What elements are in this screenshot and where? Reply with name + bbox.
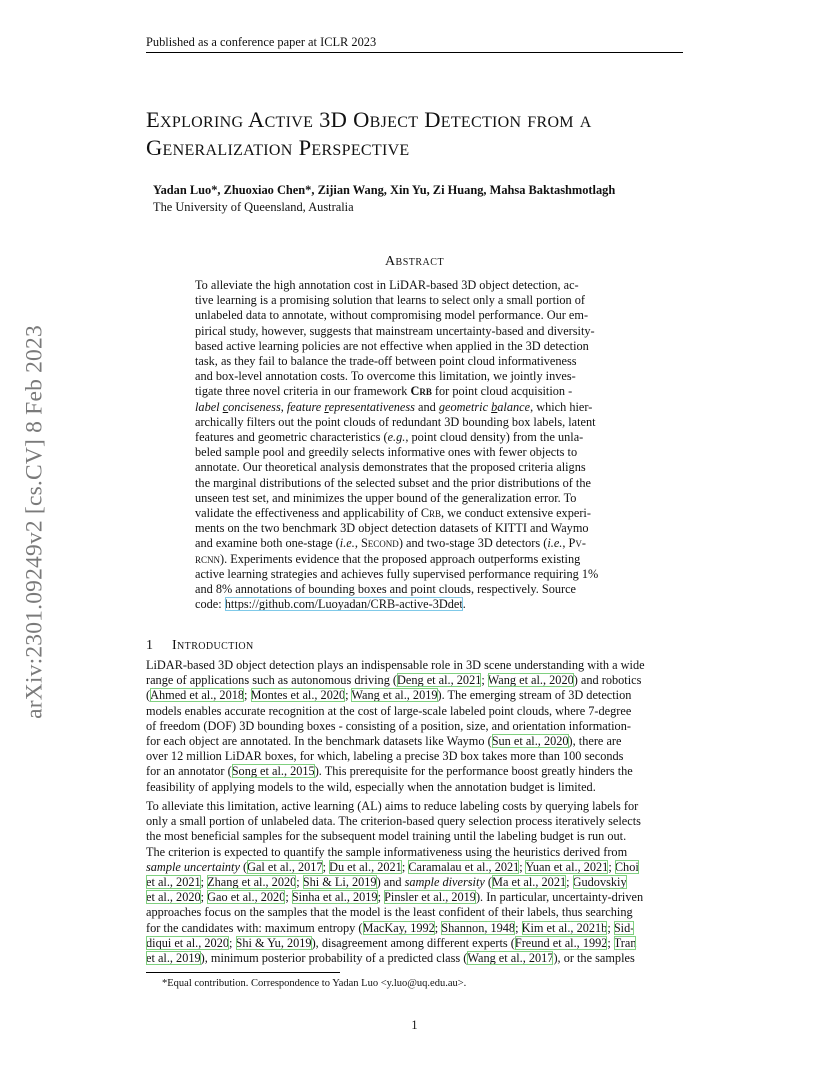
body-text-run: for the candidates with: maximum entropy ( <box>146 920 363 935</box>
citation-link[interactable]: Montes et al., 2020 <box>250 688 346 703</box>
emphasis-text: sample uncertainty <box>146 859 240 874</box>
body-line <box>146 688 683 703</box>
paper-title <box>146 106 706 162</box>
abstract-line: unlabeled data to annotate, without compromising model performance. Our em- <box>195 308 589 323</box>
body-text-run: ), or the samples <box>553 951 635 966</box>
body-text-run: of freedom (DOF) 3D bounding boxes - consisting of a position, size, and orientation information- <box>146 718 631 733</box>
body-line <box>146 875 683 890</box>
section-title: Introduction <box>172 638 254 653</box>
arxiv-id: arXiv:2301.09249v2 [cs.CV] 8 Feb 2023 <box>21 325 48 719</box>
abstract-line: features and geometric characteristics (e.g., point cloud density) from the unla- <box>195 430 584 445</box>
body-line <box>146 905 683 920</box>
abstract-line: tive learning is a promising solution that learns to select only a small portion of <box>195 293 586 308</box>
citation-link[interactable]: et al., 2021 <box>146 875 201 890</box>
arxiv-sidebar <box>20 292 50 752</box>
body-text-run: ) and <box>376 875 405 890</box>
body-text-run: ; <box>515 920 522 935</box>
body-line <box>146 658 683 673</box>
code-link[interactable]: https://github.com/Luoyadan/CRB-active-3Ddet <box>224 597 463 612</box>
citation-link[interactable]: diqui et al., 2020 <box>146 935 229 950</box>
body-text-run: range of applications such as autonomous driving ( <box>146 673 398 688</box>
abstract-line: ments on the two benchmark 3D object detection datasets of KITTI and Waymo <box>195 521 589 536</box>
body-text-run: ; <box>607 935 614 950</box>
body-text-run: ), there are <box>568 734 622 749</box>
body-text-run: ). This prerequisite for the performance boost greatly hinders the <box>314 764 633 779</box>
body-text-run: To alleviate this limitation, active learning (AL) aims to reduce labeling costs by querying labels for <box>146 799 639 813</box>
citation-link[interactable]: Freund et al., 1992 <box>514 935 608 950</box>
body-line <box>146 719 683 734</box>
body-text-run: over 12 million LiDAR boxes, for which, labeling a precise 3D box takes more than 100 seconds <box>146 749 624 764</box>
body-text-run: ; <box>566 875 573 890</box>
citation-link[interactable]: Sun et al., 2020 <box>491 734 569 749</box>
citation-link[interactable]: Pinsler et al., 2019 <box>384 890 476 905</box>
body-text-run: ; <box>229 935 236 950</box>
citation-link[interactable]: Wang et al., 2020 <box>487 673 574 688</box>
abstract-line: annotate. Our theoretical analysis demonstrates that the proposed criteria aligns <box>195 460 586 475</box>
abstract-line: archically filters out the point clouds of redundant 3D bounding box labels, latent <box>195 414 596 429</box>
body-text-run: ; <box>244 688 251 703</box>
body-text-run: ; <box>200 890 208 905</box>
body-text-run: ). The emerging stream of 3D detection <box>437 688 632 703</box>
section-heading <box>146 637 683 655</box>
body-text-run: ; <box>377 890 385 905</box>
citation-link[interactable]: Ahmed et al., 2018 <box>150 688 245 703</box>
abstract-line: unseen test set, and minimizes the upper bound of the generalization error. To <box>195 490 577 505</box>
body-line <box>146 704 683 719</box>
body-line <box>146 749 683 764</box>
body-text-run: ( <box>146 688 151 703</box>
footnote-rule <box>146 972 340 973</box>
abstract-line: pirical study, however, suggests that mainstream uncertainty-based and diversity- <box>195 323 595 338</box>
author-list: Yadan Luo*, Zhuoxiao Chen*, Zijian Wang, Xin Yu, Zi Huang, Mahsa Baktashmotlagh <box>153 183 616 197</box>
body-text-run: for each object are annotated. In the benchmark datasets like Waymo ( <box>146 734 492 749</box>
body-text-run: ; <box>200 875 208 890</box>
body-text-run: ; <box>608 859 615 874</box>
abstract-line: To alleviate the high annotation cost in LiDAR-based 3D object detection, ac- <box>195 278 579 292</box>
affiliation: The University of Queensland, Australia <box>153 200 354 214</box>
body-text-run: the most beneficial samples for the subsequent model training until the labeling budget is run out. <box>146 829 627 844</box>
body-text-run: ), disagreement among different experts ( <box>311 935 515 950</box>
body-line <box>146 780 683 795</box>
section-number: 1 <box>146 638 154 653</box>
title-line-2: Generalization Perspective <box>146 135 410 160</box>
body-line <box>146 845 683 860</box>
body-line <box>146 921 683 936</box>
body-text-run: ; <box>296 875 303 890</box>
body-text-run: ( <box>239 859 248 874</box>
code-prefix: code: <box>195 597 225 612</box>
body-text-run: ). In particular, uncertainty-driven <box>475 890 644 905</box>
abstract-line: validate the effectiveness and applicability of Crb, we conduct extensive experi- <box>195 506 591 521</box>
footnote: *Equal contribution. Correspondence to Yadan Luo <y.luo@uq.edu.au>. <box>162 978 467 989</box>
body-text-run: ; <box>607 920 614 935</box>
citation-link[interactable]: Shannon, 1948 <box>441 920 516 935</box>
body-text-run: feasibility of applying models to the wild, especially when the annotation budget is limited. <box>146 779 596 794</box>
citation-link[interactable]: MacKay, 1992 <box>362 920 435 935</box>
citation-link[interactable]: Shi & Yu, 2019 <box>235 935 312 950</box>
citation-link[interactable]: et al., 2019 <box>146 951 201 966</box>
citation-link[interactable]: Song et al., 2015 <box>231 764 315 779</box>
citation-link[interactable]: Du et al., 2021 <box>329 859 402 874</box>
body-line <box>146 764 683 779</box>
citation-link[interactable]: Choi <box>614 859 639 874</box>
body-text-run: only a small portion of unlabeled data. The criterion-based query selection process iteratively selects <box>146 814 641 829</box>
body-text-run: ; <box>481 673 488 688</box>
abstract-heading: Abstract <box>384 254 445 269</box>
body-text-run: models enables accurate recognition at the cost of large-scale labeled point clouds, where 7-degree <box>146 703 632 718</box>
citation-link[interactable]: Shi & Li, 2019 <box>302 875 377 890</box>
citation-link[interactable]: et al., 2020 <box>146 890 201 905</box>
body-line <box>146 799 683 814</box>
body-line <box>146 890 683 905</box>
body-line <box>146 951 683 966</box>
body-text-run: The criterion is expected to quantify the sample informativeness using the heuristics derived from <box>146 844 628 859</box>
body-line <box>146 814 683 829</box>
citation-link[interactable]: Ma et al., 2021 <box>492 875 567 890</box>
body-text-run: ( <box>484 875 493 890</box>
body-text-run: ; <box>345 688 352 703</box>
body-text-run: ) and robotics <box>573 673 642 688</box>
citation-link[interactable]: Sinha et al., 2019 <box>291 890 378 905</box>
citation-link[interactable]: Yuan et al., 2021 <box>525 859 609 874</box>
body-text-run: ; <box>322 859 330 874</box>
abstract-line-code <box>195 597 633 612</box>
abstract-line: based active learning policies are not effective when applied in the 3D detection <box>195 338 589 353</box>
body-line <box>146 734 683 749</box>
body-line <box>146 860 683 875</box>
header-rule <box>146 52 683 53</box>
abstract-line: active learning strategies and achieves fully supervised performance requiring 1% <box>195 566 599 581</box>
intro-paragraph-2 <box>146 799 683 966</box>
body-text-run: ), minimum posterior probability of a predicted class ( <box>200 951 468 966</box>
conference-header: Published as a conference paper at ICLR 2023 <box>146 35 377 49</box>
abstract-line: the marginal distributions of the selected subset and the prior distributions of the <box>195 475 591 490</box>
citation-link[interactable]: Wang et al., 2019 <box>351 688 438 703</box>
abstract-line: task, as they fail to balance the trade-off between point cloud informativeness <box>195 354 577 369</box>
citation-link[interactable]: Gao et al., 2020 <box>207 890 286 905</box>
abstract-line: and 8% annotations of bounding boxes and point clouds, respectively. Source <box>195 582 577 597</box>
abstract-line: rcnn). Experiments evidence that the proposed approach outperforms existing <box>195 551 581 566</box>
body-text-run: ; <box>434 920 442 935</box>
code-suffix: . <box>462 597 466 612</box>
citation-link[interactable]: Gal et al., 2017 <box>247 859 323 874</box>
body-text-run: for an annotator ( <box>146 764 232 779</box>
body-text-run: LiDAR-based 3D object detection plays an indispensable role in 3D scene understanding with a wide <box>146 658 645 672</box>
abstract-line: and examine both one-stage (i.e., Second) and two-stage 3D detectors (i.e., Pv- <box>195 536 586 551</box>
body-line <box>146 673 683 688</box>
emphasis-text: sample diversity <box>404 875 485 890</box>
citation-link[interactable]: Wang et al., 2017 <box>467 951 554 966</box>
abstract-line: beled sample pool and greedily selects informative ones with fewer objects to <box>195 445 578 460</box>
abstract-line: and box-level annotation costs. To overcome this limitation, we jointly inves- <box>195 369 576 384</box>
citation-link[interactable]: Deng et al., 2021 <box>397 673 482 688</box>
citation-link[interactable]: Zhang et al., 2020 <box>207 875 297 890</box>
body-text-run: approaches focus on the samples that the model is the least confident of their labels, thus searching <box>146 905 633 920</box>
page-number: 1 <box>411 1018 418 1032</box>
body-text-run: ; <box>519 859 526 874</box>
abstract-line: label conciseness, feature representativeness and geometric balance, which hier- <box>195 399 593 414</box>
citation-link[interactable]: Caramalau et al., 2021 <box>408 859 520 874</box>
citation-link[interactable]: Tran <box>613 935 637 950</box>
body-line <box>146 829 683 844</box>
citation-link[interactable]: Sid- <box>613 920 635 935</box>
intro-paragraph-1 <box>146 658 683 795</box>
title-line-1: Exploring Active 3D Object Detection from a <box>146 107 592 132</box>
citation-link[interactable]: Gudovskiy <box>572 875 627 890</box>
abstract-line: tigate three novel criteria in our framework Crb for point cloud acquisition - <box>195 384 573 399</box>
body-text-run: ; <box>401 859 409 874</box>
body-text-run: ; <box>285 890 292 905</box>
body-line <box>146 936 683 951</box>
abstract-text <box>195 278 633 612</box>
citation-link[interactable]: Kim et al., 2021b <box>521 920 608 935</box>
